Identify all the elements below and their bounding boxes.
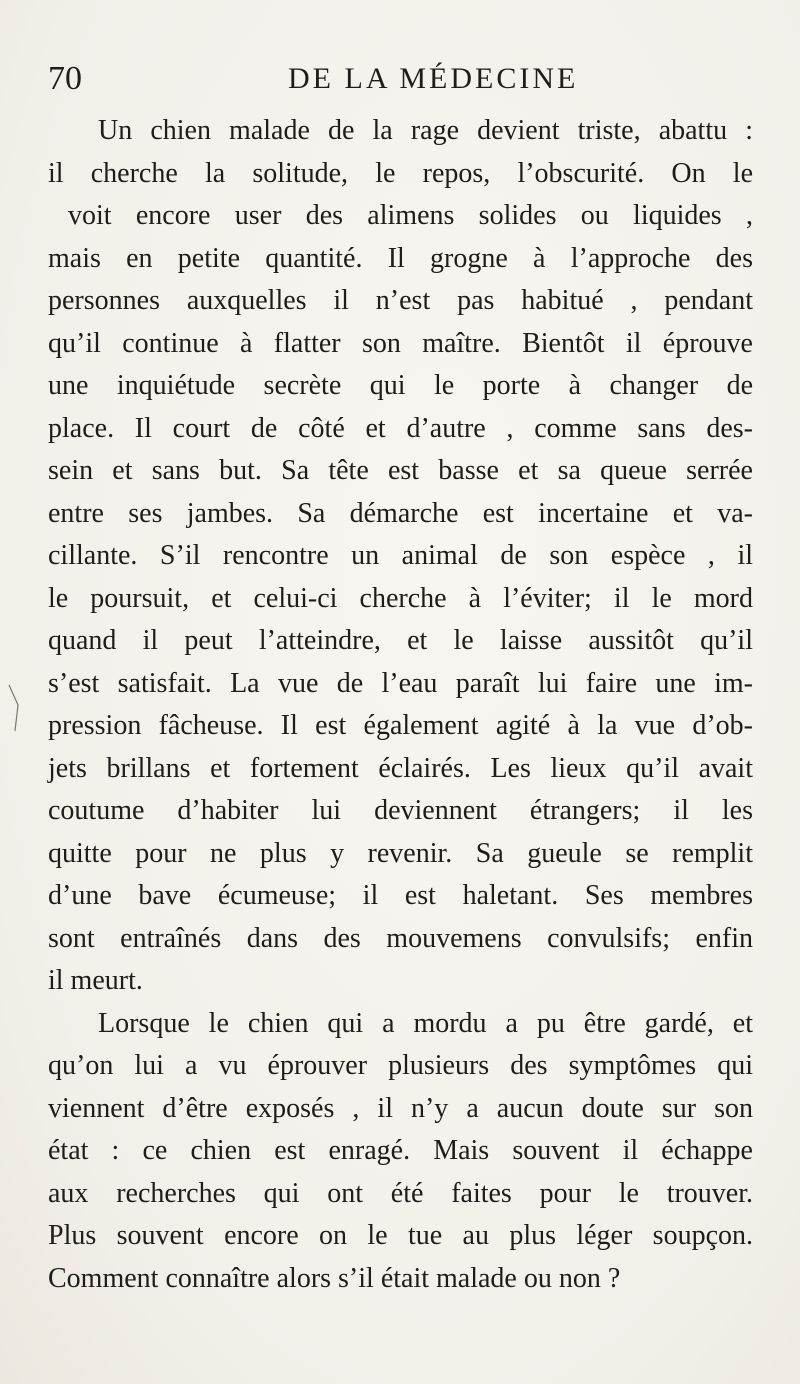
running-head: DE LA MÉDECINE — [288, 62, 579, 95]
page-number: 70 — [48, 60, 82, 97]
text-line: cillante. S’il rencontre un animal de son espèce , il — [48, 540, 753, 571]
text-line: voit encore user des alimens solides ou liquides , — [68, 200, 753, 231]
text-line: sont entraînés dans des mouvemens convulsifs; enfin — [48, 922, 753, 954]
text-line: coutume d’habiter lui deviennent étrangers; il les — [48, 795, 753, 826]
text-line: viennent d’être exposés , il n’y a aucun doute sur son — [48, 1092, 753, 1124]
page-header — [48, 60, 748, 110]
text-line: personnes auxquelles il n’est pas habitué , pendant — [48, 285, 753, 316]
text-line: il cherche la solitude, le repos, l’obscurité. On le — [48, 157, 753, 189]
text-line: jets brillans et fortement éclairés. Les lieux qu’il avait — [48, 752, 753, 784]
text-line: place. Il court de côté et d’autre , comme sans des- — [48, 412, 753, 444]
text-line: quand il peut l’atteindre, et le laisse aussitôt qu’il — [48, 625, 753, 656]
text-line: Lorsque le chien qui a mordu a pu être gardé, et — [98, 1007, 753, 1039]
text-line: qu’on lui a vu éprouver plusieurs des symptômes qui — [48, 1050, 753, 1081]
text-line: quitte pour ne plus y revenir. Sa gueule se remplit — [48, 837, 753, 869]
text-line: état : ce chien est enragé. Mais souvent il échappe — [48, 1135, 753, 1166]
text-line: s’est satisfait. La vue de l’eau paraît lui faire une im- — [48, 667, 753, 699]
text-line: Comment connaître alors s’il était malade ou non ? — [48, 1262, 621, 1294]
text-line: d’une bave écumeuse; il est haletant. Ses membres — [48, 880, 753, 911]
text-line: aux recherches qui ont été faites pour le trouver. — [48, 1177, 753, 1209]
body-text — [48, 110, 753, 1300]
text-line: Plus souvent encore on le tue au plus léger soupçon. — [48, 1220, 753, 1251]
text-line: mais en petite quantité. Il grogne à l’approche des — [48, 242, 753, 274]
text-line: une inquiétude secrète qui le porte à changer de — [48, 370, 753, 401]
text-line: le poursuit, et celui-ci cherche à l’éviter; il le mord — [48, 582, 753, 614]
margin-pencil-mark — [6, 683, 26, 733]
text-line: pression fâcheuse. Il est également agité à la vue d’ob- — [48, 710, 753, 741]
text-line: il meurt. — [48, 965, 143, 996]
text-line: qu’il continue à flatter son maître. Bientôt il éprouve — [48, 327, 753, 359]
text-line: entre ses jambes. Sa démarche est incertaine et va- — [48, 497, 753, 529]
text-line: sein et sans but. Sa tête est basse et sa queue serrée — [48, 455, 753, 486]
text-line: Un chien malade de la rage devient triste, abattu : — [98, 115, 753, 146]
